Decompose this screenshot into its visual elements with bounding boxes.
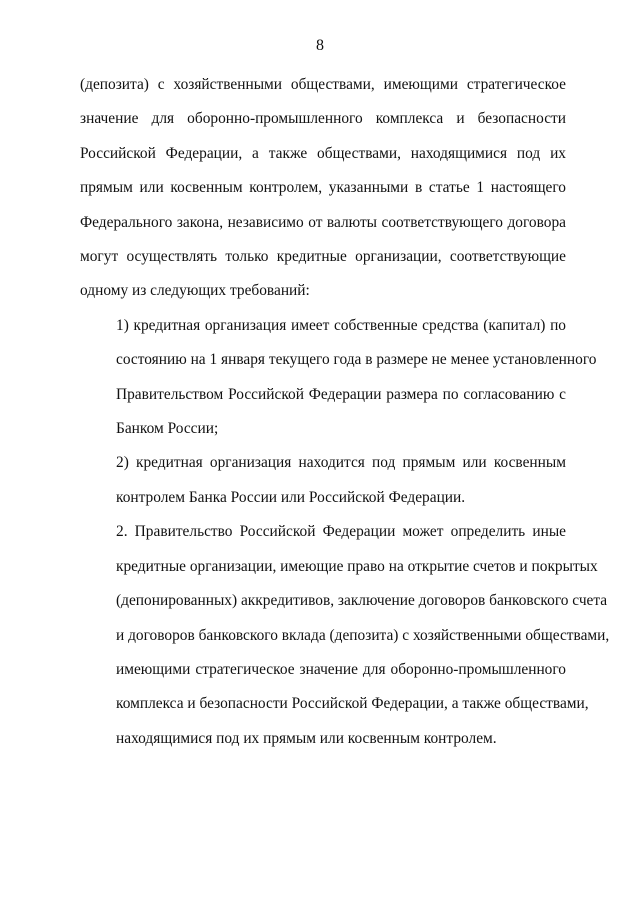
- page-number: 8: [316, 37, 324, 54]
- text-line: значение для оборонно-промышленного комплекса и безопасности: [80, 110, 566, 128]
- text-line: Российской Федерации, а также обществами, находящимися под их: [80, 144, 566, 162]
- text-line: комплекса и безопасности Российской Федерации, а также обществами,: [116, 695, 589, 713]
- paragraph-item-1: [80, 309, 597, 447]
- text-line: одному из следующих требований:: [80, 282, 310, 300]
- text-line: (депозита) с хозяйственными обществами, имеющими стратегическое: [80, 76, 566, 93]
- text-line: имеющими стратегическое значение для оборонно-промышленного: [116, 660, 566, 678]
- text-line: Федерального закона, независимо от валюты соответствующего договора: [80, 213, 566, 231]
- text-line: Банком России;: [116, 420, 219, 438]
- text-line: могут осуществлять только кредитные организации, соответствующие: [80, 248, 566, 266]
- text-line: кредитные организации, имеющие право на открытие счетов и покрытых: [116, 557, 598, 575]
- paragraph-item-2: [80, 446, 566, 515]
- text-line: Правительством Российской Федерации размера по согласованию с: [116, 385, 566, 403]
- paragraph-section-2: [80, 515, 610, 756]
- text-line: прямым или косвенным контролем, указанными в статье 1 настоящего: [80, 179, 566, 197]
- document-body: [80, 68, 610, 756]
- text-line: состоянию на 1 января текущего года в размере не менее установленного: [116, 351, 597, 369]
- text-line: контролем Банка России или Российской Федерации.: [116, 488, 466, 506]
- text-line: (депонированных) аккредитивов, заключение договоров банковского счета: [116, 592, 608, 610]
- text-line: находящимися под их прямым или косвенным контролем.: [116, 729, 497, 747]
- text-line: и договоров банковского вклада (депозита) с хозяйственными обществами,: [116, 626, 610, 644]
- text-line: 1) кредитная организация имеет собственные средства (капитал) по: [116, 316, 566, 334]
- text-line: 2. Правительство Российской Федерации может определить иные: [116, 523, 566, 541]
- text-line: 2) кредитная организация находится под прямым или косвенным: [116, 454, 566, 472]
- paragraph-continuation: [80, 68, 566, 309]
